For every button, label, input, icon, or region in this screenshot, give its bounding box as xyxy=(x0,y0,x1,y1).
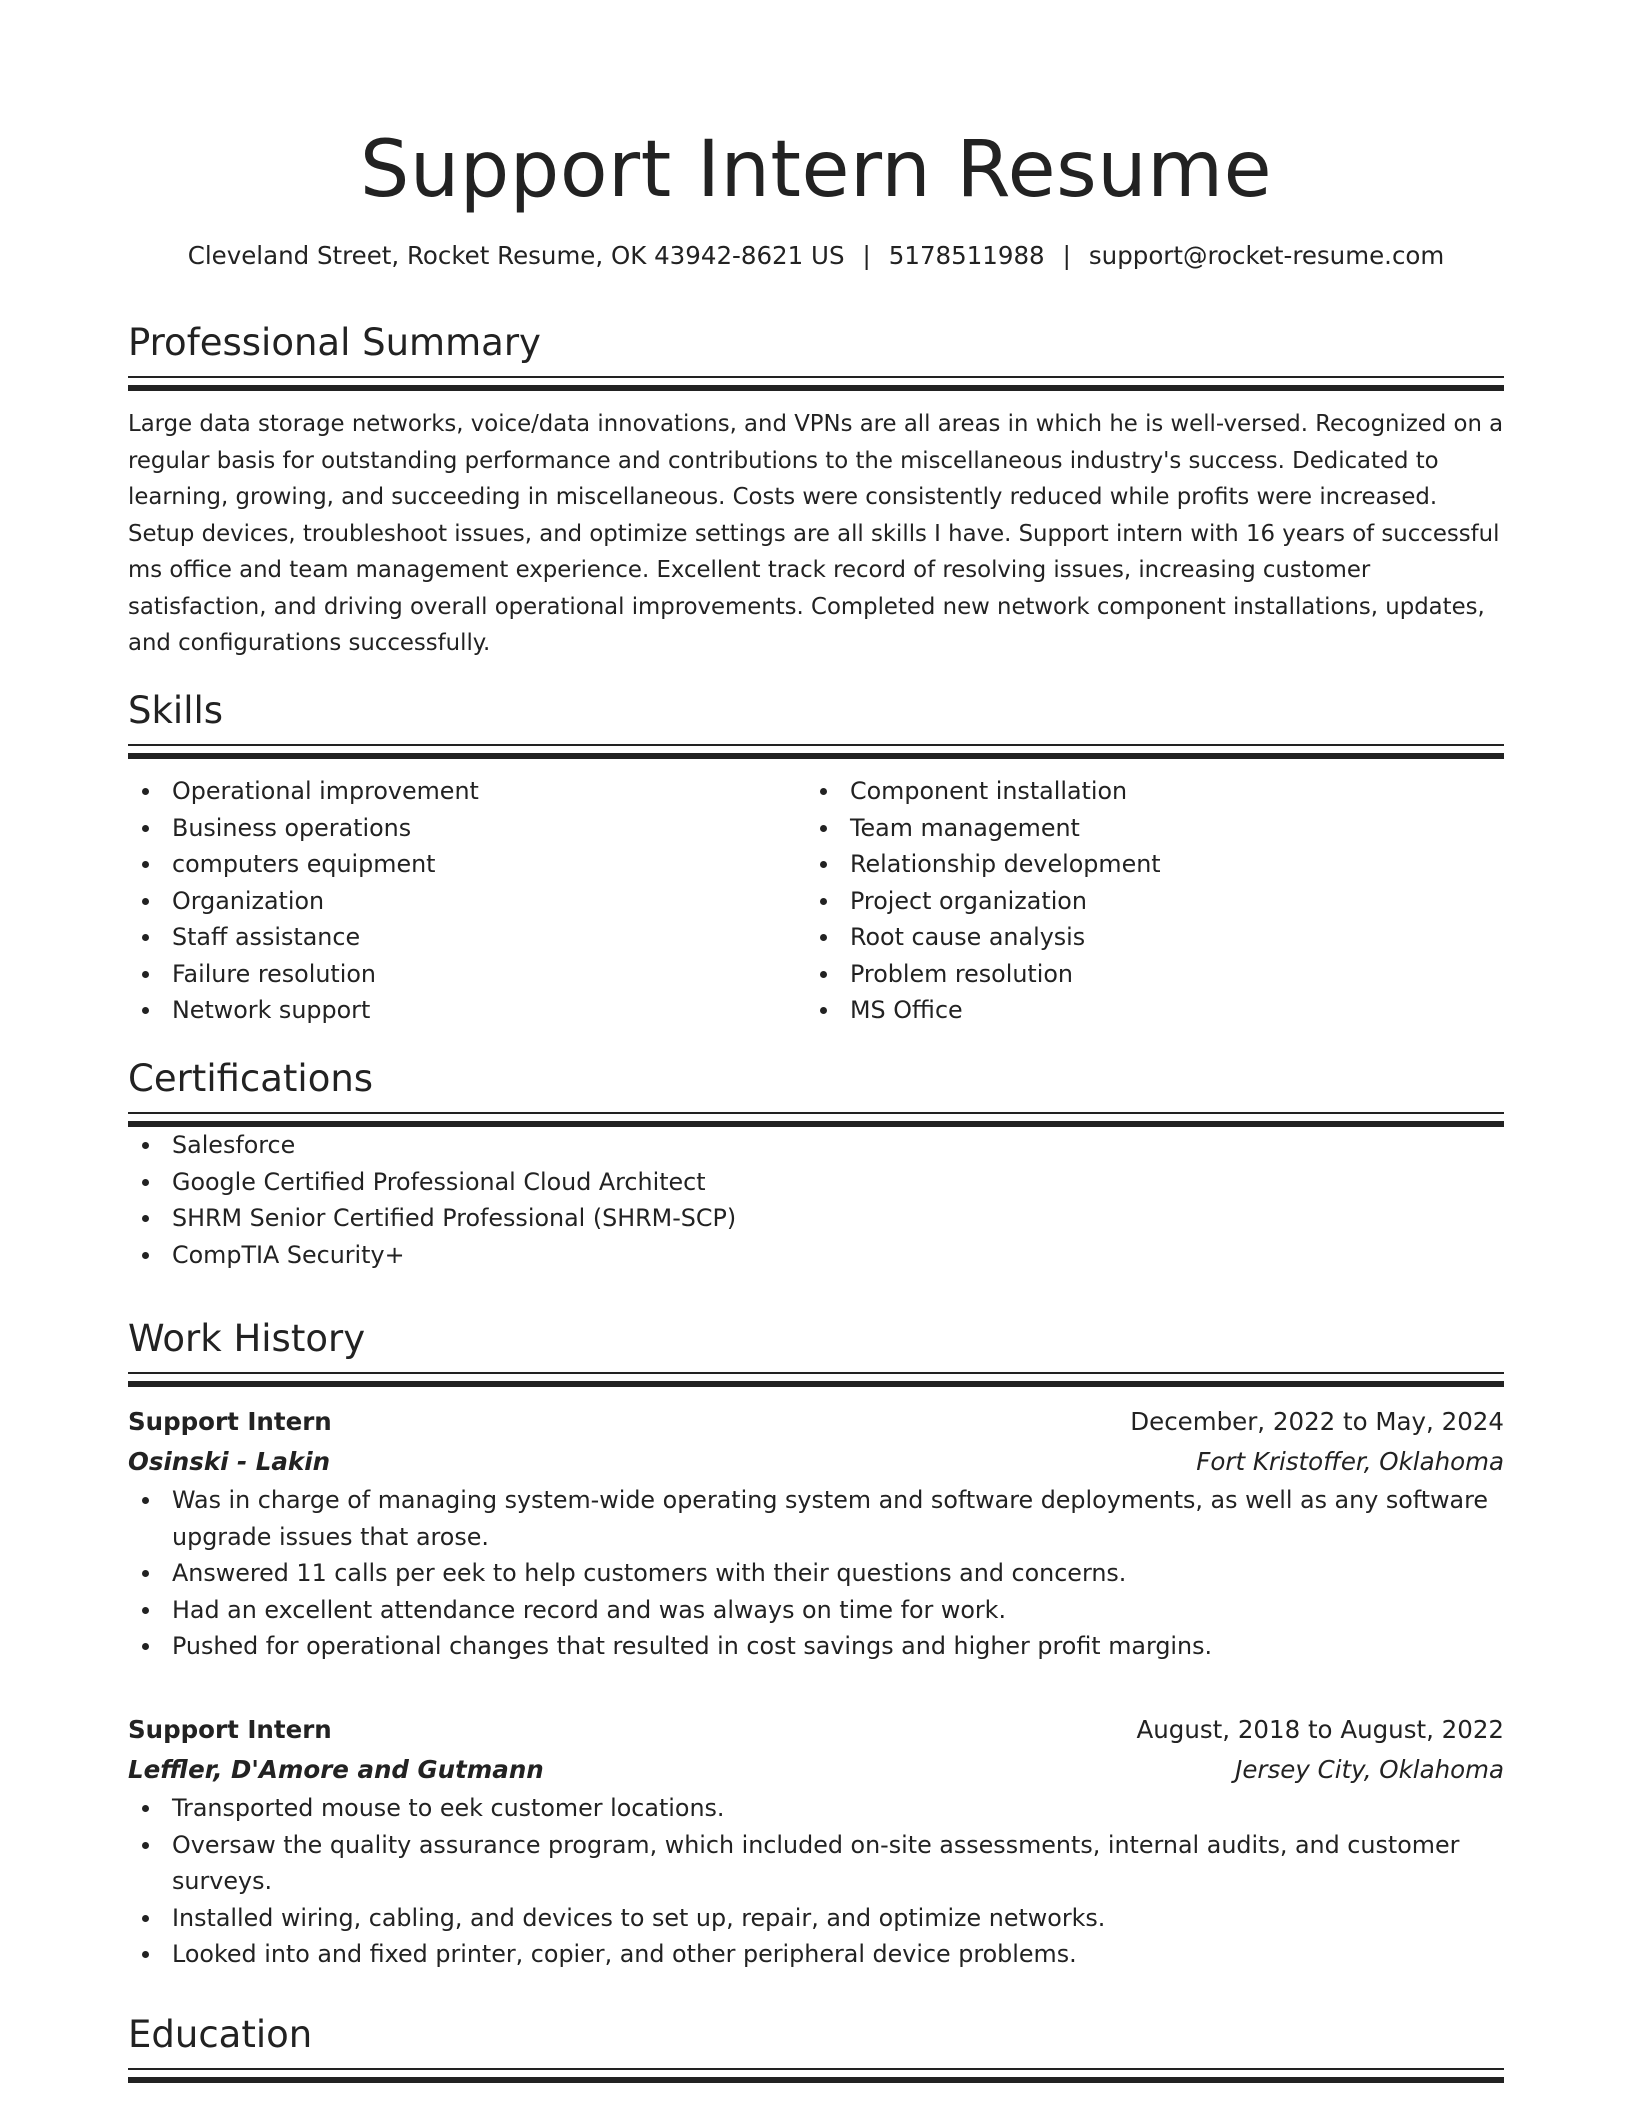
list-item: SHRM Senior Certified Professional (SHRM-SCP) xyxy=(128,1200,1504,1237)
skills-section xyxy=(128,686,1504,1029)
list-item: Installed wiring, cabling, and devices to set up, repair, and optimize networks. xyxy=(128,1900,1504,1937)
summary-heading: Professional Summary xyxy=(128,321,541,364)
list-item: Root cause analysis xyxy=(806,919,1484,956)
certifications-list xyxy=(128,1127,1504,1273)
list-item: Transported mouse to eek customer locations. xyxy=(128,1790,1504,1827)
job-title: Support Intern xyxy=(128,1715,332,1744)
list-item: Answered 11 calls per eek to help customers with their questions and concerns. xyxy=(128,1555,1504,1592)
list-item: Team management xyxy=(806,810,1484,847)
list-item: Pushed for operational changes that resulted in cost savings and higher profit margins. xyxy=(128,1628,1504,1665)
list-item: computers equipment xyxy=(128,846,806,883)
certifications-heading: Certifications xyxy=(128,1057,374,1100)
work-history-section xyxy=(128,1314,1504,1387)
summary-text: Large data storage networks, voice/data innovations, and VPNs are all areas in which he is well-versed. Recognized on a regular basis for outstanding performance and contributions to the miscellaneous industry's success. Dedicated to learning, growing, and succeeding in miscellaneous. Costs were consistently reduced while profits were increased. Setup devices, troubleshoot issues, and optimize settings are all skills I have. Support intern with 16 years of successful ms office and team management experience. Excellent track record of resolving issues, increasing customer satisfaction, and driving overall operational improvements. Completed new network component installations, updates, and configurations successfully. xyxy=(128,411,1504,656)
job-bullets xyxy=(128,1790,1504,1973)
section-divider xyxy=(128,376,1504,391)
list-item: Network support xyxy=(128,992,806,1029)
contact-separator: | xyxy=(862,241,871,270)
education-heading: Education xyxy=(128,2013,313,2056)
job-entry xyxy=(128,1402,1504,1665)
skills-list-left xyxy=(128,773,806,1029)
contact-email[interactable]: support@rocket-resume.com xyxy=(1088,241,1445,270)
contact-line xyxy=(128,238,1504,274)
job-bullets xyxy=(128,1482,1504,1665)
work-history-heading: Work History xyxy=(128,1317,366,1360)
section-divider xyxy=(128,1372,1504,1387)
list-item: Had an excellent attendance record and was always on time for work. xyxy=(128,1592,1504,1629)
section-divider xyxy=(128,2068,1504,2083)
skills-heading: Skills xyxy=(128,689,224,732)
list-item: Staff assistance xyxy=(128,919,806,956)
section-divider xyxy=(128,1112,1504,1127)
job-company-row xyxy=(128,1442,1504,1482)
skills-list-right xyxy=(806,773,1484,1029)
job-company: Osinski - Lakin xyxy=(128,1447,331,1476)
list-item: Failure resolution xyxy=(128,956,806,993)
summary-section xyxy=(128,318,1504,662)
skills-grid xyxy=(128,773,1504,1029)
job-company-row xyxy=(128,1750,1504,1790)
list-item: Project organization xyxy=(806,883,1484,920)
certifications-section xyxy=(128,1054,1504,1273)
list-item: Was in charge of managing system-wide operating system and software deployments, as well as any software upgrade issues that arose. xyxy=(128,1482,1504,1555)
list-item: Google Certified Professional Cloud Architect xyxy=(128,1164,1504,1201)
list-item: Component installation xyxy=(806,773,1484,810)
job-header-row xyxy=(128,1402,1504,1442)
job-header-row xyxy=(128,1710,1504,1750)
job-location: Fort Kristoffer, Oklahoma xyxy=(1196,1447,1504,1476)
job-dates: December, 2022 to May, 2024 xyxy=(1130,1407,1504,1436)
job-location: Jersey City, Oklahoma xyxy=(1235,1755,1504,1784)
job-title: Support Intern xyxy=(128,1407,332,1436)
list-item: Relationship development xyxy=(806,846,1484,883)
contact-phone: 5178511988 xyxy=(888,241,1045,270)
list-item: Problem resolution xyxy=(806,956,1484,993)
education-section xyxy=(128,2010,1504,2083)
job-entry xyxy=(128,1710,1504,1973)
list-item: CompTIA Security+ xyxy=(128,1237,1504,1274)
contact-address: Cleveland Street, Rocket Resume, OK 43942-8621 US xyxy=(187,241,845,270)
contact-separator: | xyxy=(1062,241,1071,270)
resume-title: Support Intern Resume xyxy=(359,125,1273,215)
job-dates: August, 2018 to August, 2022 xyxy=(1136,1715,1504,1744)
list-item: Looked into and fixed printer, copier, and other peripheral device problems. xyxy=(128,1936,1504,1973)
section-divider xyxy=(128,744,1504,759)
list-item: Business operations xyxy=(128,810,806,847)
list-item: Operational improvement xyxy=(128,773,806,810)
job-company: Leffler, D'Amore and Gutmann xyxy=(128,1755,544,1784)
list-item: Salesforce xyxy=(128,1127,1504,1164)
list-item: Organization xyxy=(128,883,806,920)
list-item: MS Office xyxy=(806,992,1484,1029)
list-item: Oversaw the quality assurance program, which included on-site assessments, internal audits, and customer surveys. xyxy=(128,1827,1504,1900)
